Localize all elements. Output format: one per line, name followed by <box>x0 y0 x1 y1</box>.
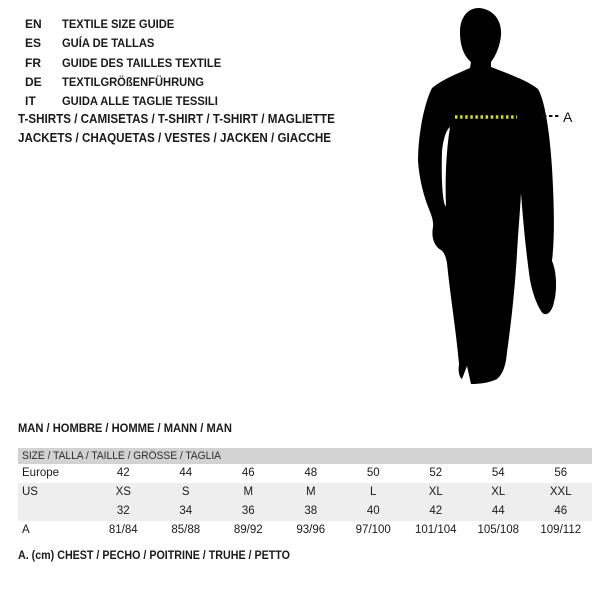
measurement-legend: A. (cm) CHEST / PECHO / POITRINE / TRUHE / PETTO <box>18 550 290 562</box>
language-code: ES <box>25 36 42 51</box>
size-value: 42 <box>116 467 130 479</box>
size-table <box>18 448 592 540</box>
size-value: 93/96 <box>296 524 326 536</box>
language-code: FR <box>25 55 41 70</box>
row-label: Europe <box>22 467 60 479</box>
size-value: 42 <box>429 505 443 517</box>
size-value: XL <box>491 486 506 498</box>
size-value: 52 <box>429 467 443 479</box>
garment-line-jackets: JACKETS / CHAQUETAS / VESTES / JACKEN / GIACCHE <box>18 130 332 145</box>
size-value: 40 <box>366 505 380 517</box>
size-value: 101/104 <box>414 524 457 536</box>
size-value: XXL <box>549 486 572 498</box>
language-list <box>25 15 233 111</box>
size-value: 89/92 <box>233 524 263 536</box>
size-value: 44 <box>179 467 193 479</box>
size-value: 34 <box>179 505 193 517</box>
size-value: 105/108 <box>477 524 520 536</box>
size-value: 46 <box>241 467 255 479</box>
language-text: GUÍA DE TALLAS <box>62 36 155 51</box>
armpit-gap-highlight <box>442 127 450 206</box>
size-value: 50 <box>366 467 380 479</box>
measure-label-a: A <box>563 109 573 125</box>
size-value: 97/100 <box>355 524 391 536</box>
table-row-numeric <box>18 502 592 521</box>
size-value: 48 <box>304 467 318 479</box>
table-row-us <box>18 483 592 502</box>
size-value: 54 <box>491 467 505 479</box>
size-value: XS <box>115 486 131 498</box>
size-value: L <box>370 486 377 498</box>
language-code: EN <box>25 17 42 31</box>
size-table-header: SIZE / TALLA / TAILLE / GRÖSSE / TAGLIA <box>18 448 592 464</box>
language-row-de <box>25 73 233 92</box>
garment-line-tshirts: T-SHIRTS / CAMISETAS / T-SHIRT / T-SHIRT / MAGLIETTE <box>18 112 335 126</box>
size-value: 85/88 <box>171 524 201 536</box>
language-row-fr <box>25 54 233 73</box>
size-value: 32 <box>116 505 130 517</box>
row-label: US <box>22 486 38 498</box>
size-value: 44 <box>491 505 505 517</box>
language-text: GUIDE DES TAILLES TEXTILE <box>62 55 222 70</box>
language-text: TEXTILGRÖßENFÜHRUNG <box>62 74 204 89</box>
row-label <box>18 502 92 521</box>
table-row-a-chest <box>18 521 592 540</box>
language-text: GUIDA ALLE TAGLIE TESSILI <box>62 94 218 109</box>
row-label: A <box>22 524 30 536</box>
size-value: 81/84 <box>108 524 138 536</box>
size-value: S <box>181 486 190 498</box>
size-value: M <box>243 486 254 498</box>
garment-categories <box>18 110 359 147</box>
man-silhouette <box>418 8 556 384</box>
size-value: XL <box>428 486 443 498</box>
language-row-en <box>25 15 233 34</box>
section-title-man: MAN / HOMBRE / HOMME / MANN / MAN <box>18 421 232 435</box>
size-value: 46 <box>554 505 568 517</box>
language-row-it <box>25 92 233 111</box>
size-value: 38 <box>304 505 318 517</box>
size-value: M <box>305 486 316 498</box>
language-code: DE <box>25 74 42 89</box>
language-code: IT <box>25 94 36 109</box>
table-row-europe <box>18 464 592 483</box>
size-value: 109/112 <box>540 524 582 536</box>
size-value: 56 <box>554 467 568 479</box>
language-text: TEXTILE SIZE GUIDE <box>62 17 175 31</box>
language-row-es <box>25 34 233 53</box>
size-value: 36 <box>241 505 255 517</box>
